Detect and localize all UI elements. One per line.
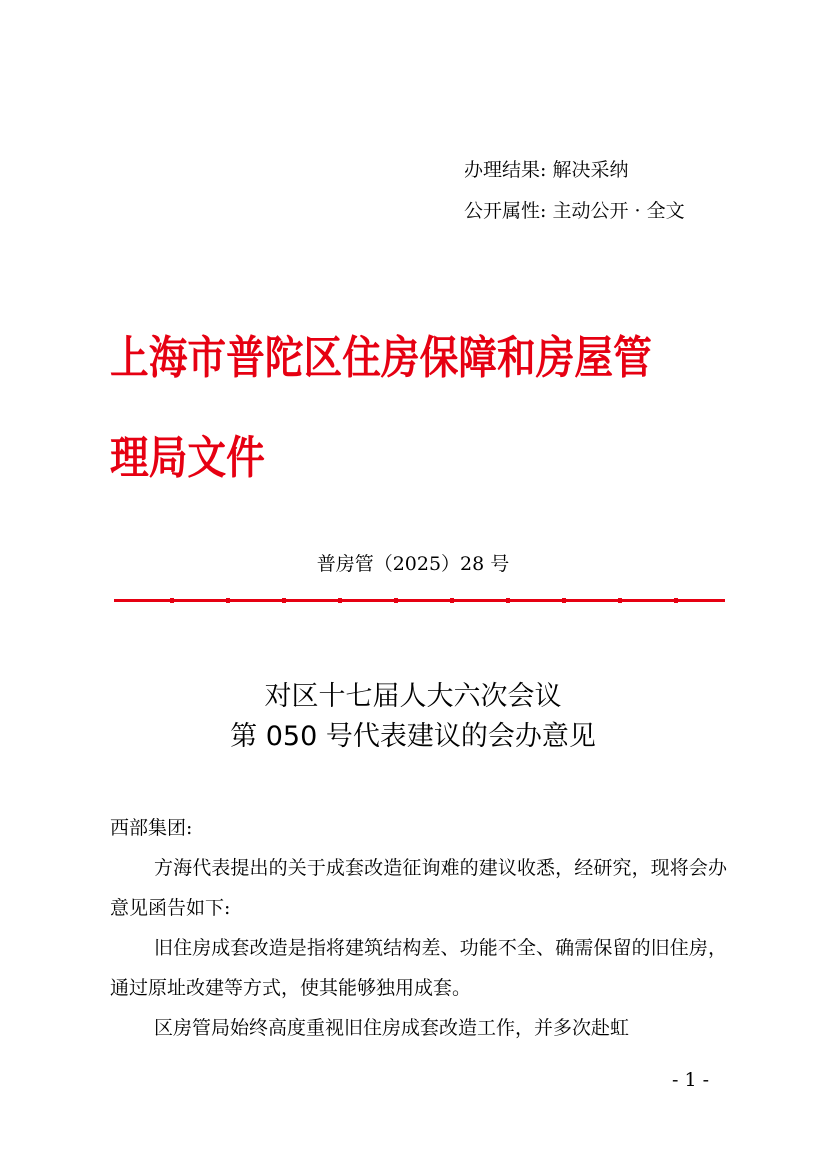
body-paragraph: 旧住房成套改造是指将建筑结构差、功能不全、确需保留的旧住房，通过原址改建等方式，使其能够独用成套。 (110, 937, 727, 999)
result-label: 办理结果: (464, 159, 547, 181)
meta-disclosure-line (464, 199, 685, 223)
result-value: 解决采纳 (552, 159, 629, 181)
document-number: 普房管（2025）28 号 (316, 553, 510, 575)
page-number: - 1 - (672, 1069, 710, 1091)
subject-title-line-1: 对区十七届人大六次会议 (264, 681, 562, 712)
meta-result-line (464, 158, 628, 182)
subject-title (0, 677, 826, 757)
subject-title-line-2: 第 050 号代表建议的会办意见 (230, 721, 596, 752)
body-paragraph: 区房管局始终高度重视旧住房成套改造工作，并多次赴虹 (154, 1017, 630, 1039)
red-divider-rule (114, 599, 725, 602)
agency-title: 上海市普陀区住房保障和房屋管理局文件 (110, 331, 652, 484)
salutation: 西部集团: (110, 817, 193, 839)
disclosure-label: 公开属性: (464, 200, 547, 222)
document-body (110, 808, 727, 1048)
body-paragraph: 方海代表提出的关于成套改造征询难的建议收悉，经研究，现将会办意见函告如下: (110, 857, 727, 919)
disclosure-value: 主动公开 · 全文 (552, 200, 685, 222)
